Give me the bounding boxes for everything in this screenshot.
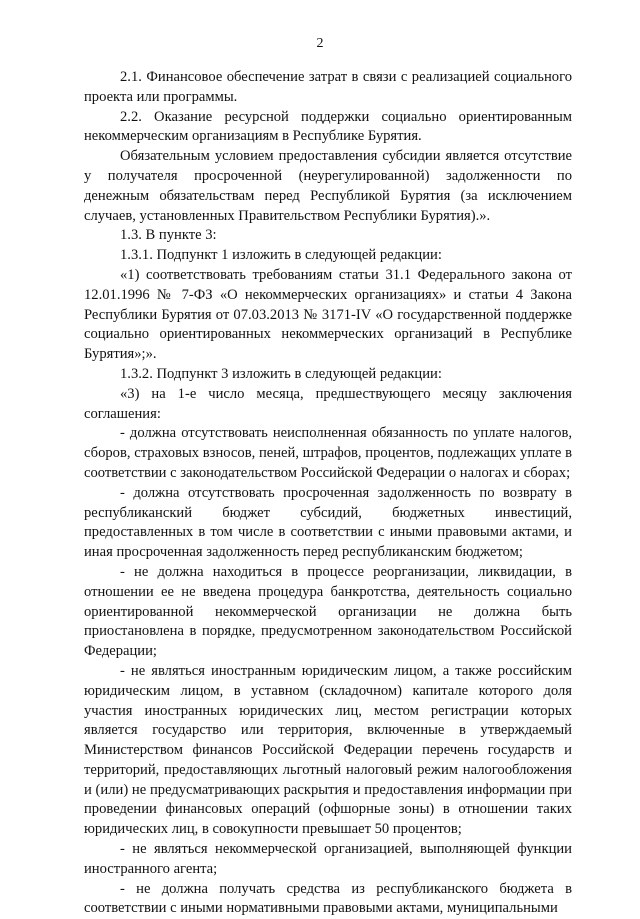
list-item-taxes: - должна отсутствовать неисполненная обязанность по уплате налогов, сборов, страховых взносов, пеней, штрафов, процентов, подлежащих уплате в соответствии с законодательством Российской Федерации о налогах и сборах; [84,425,572,481]
list-item-other-funds: - не должна получать средства из республиканского бюджета в соответствии с иными нормативными правовыми актами, муниципальными [84,880,572,917]
paragraph-subitem-3: «3) на 1-е число месяца, предшествующего месяцу заключения соглашения: [84,385,572,422]
paragraph-subitem-1: «1) соответствовать требованиям статьи 31.1 Федерального закона от 12.01.1996 № 7-ФЗ «О некоммерческих организациях» и статьи 4 Закона Республики Бурятия от 07.03.2013 № 3171-IV «О государственной поддержке социально ориентированных некоммерческих организаций в Республике Бурятия»;». [84,266,572,363]
document-body [84,68,572,919]
list-item-foreign-entity: - не являться иностранным юридическим лицом, а также российским юридическим лицом, в уставном (складочном) капитале которого доля участия иностранных юридических лиц, местом регистрации которых является государство или территория, включенные в утверждаемый Министерством финансов Российской Федерации перечень государств и территорий, предоставляющих льготный налоговый режим налогообложения и (или) не предусматривающих раскрытия и предоставления информации при проведении финансовых операций (офшорные зоны) в отношении таких юридических лиц, в совокупности превышает 50 процентов; [84,662,572,838]
list-item-reorganization: - не должна находиться в процессе реорганизации, ликвидации, в отношении ее не введена процедура банкротства, деятельность социально ориентированной некоммерческой организации не должна быть приостановлена в порядке, предусмотренном законодательством Российской Федерации; [84,563,572,660]
list-item-overdue-debt: - должна отсутствовать просроченная задолженность по возврату в республиканский бюджет субсидий, бюджетных инвестиций, предоставленных в том числе в соответствии с иными правовыми актами, и иная просроченная задолженность перед республиканским бюджетом; [84,484,572,561]
paragraph-1-3-1: 1.3.1. Подпункт 1 изложить в следующей редакции: [120,247,442,264]
paragraph-1-3-2: 1.3.2. Подпункт 3 изложить в следующей редакции: [120,365,442,382]
paragraph-mandatory-condition: Обязательным условием предоставления субсидии является отсутствие у получателя просроченной (неурегулированной) задолженности по денежным обязательствам перед Республикой Бурятия (за исключением случаев, установленных Правительством Республики Бурятия).». [84,148,572,224]
paragraph-2-2: 2.2. Оказание ресурсной поддержки социально ориентированным некоммерческим организациям в Республике Бурятия. [84,108,572,145]
paragraph-2-1: 2.1. Финансовое обеспечение затрат в связи с реализацией социального проекта или программы. [84,69,572,105]
page-number: 2 [316,36,324,51]
list-item-foreign-agent: - не являться некоммерческой организацией, выполняющей функции иностранного агента; [84,841,572,877]
paragraph-1-3: 1.3. В пункте 3: [120,227,217,244]
